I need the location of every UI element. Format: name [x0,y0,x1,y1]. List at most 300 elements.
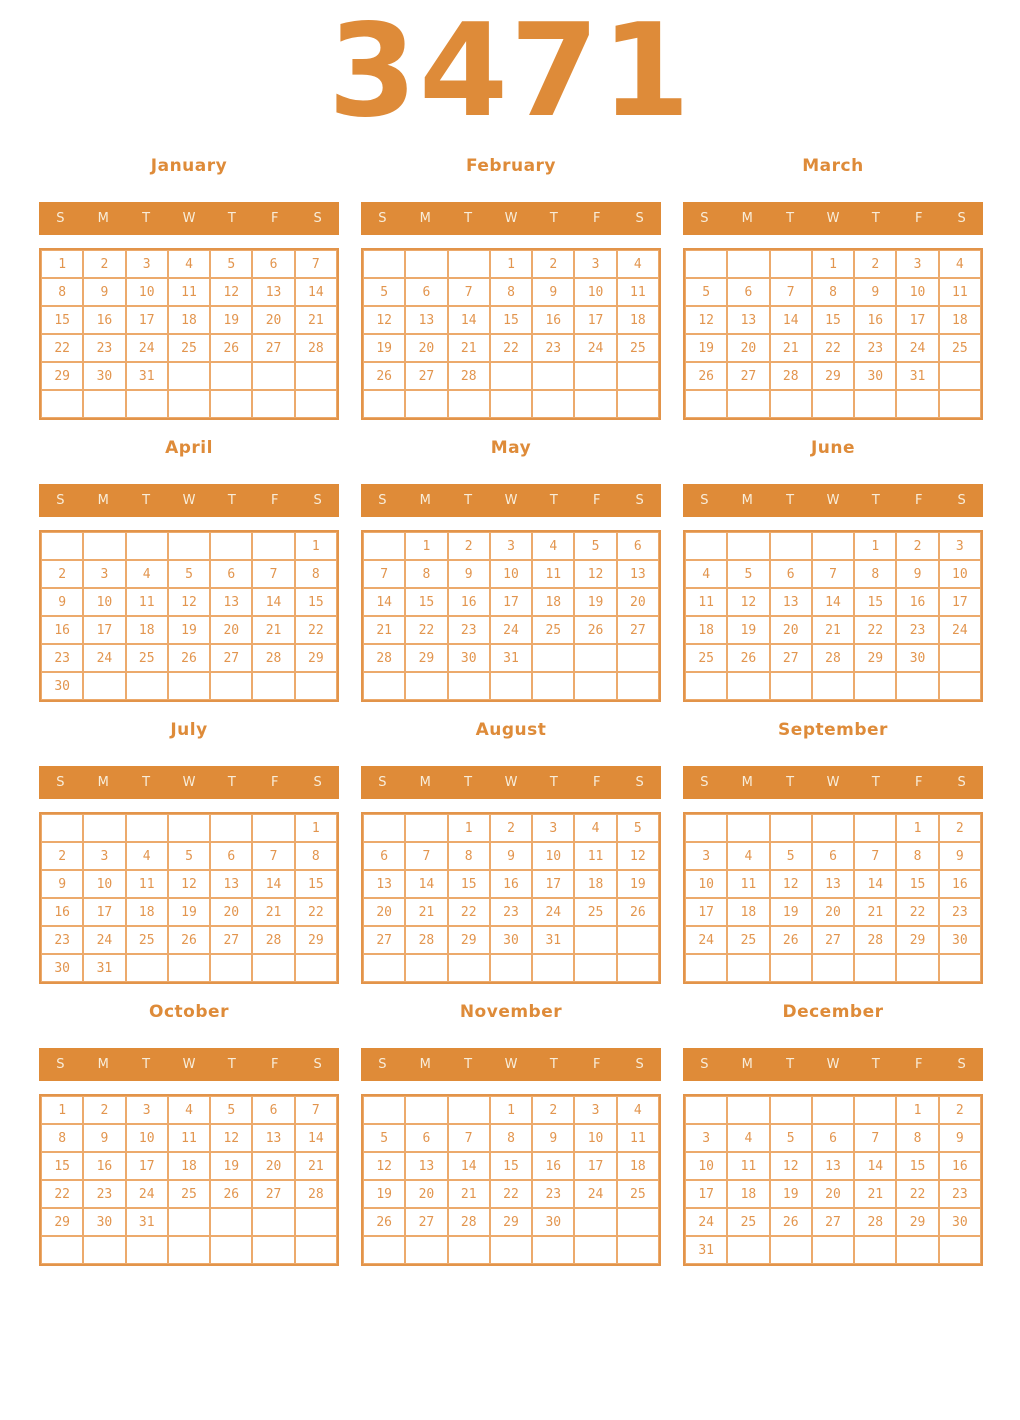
empty-cell [83,814,125,842]
weekday-label: S [635,775,644,790]
empty-cell [770,1236,812,1264]
date-cell-21: 21 [854,898,896,926]
date-cell-14: 14 [854,870,896,898]
empty-cell [168,1236,210,1264]
empty-cell [405,1096,447,1124]
date-cell-9: 9 [896,560,938,588]
date-cell-30: 30 [854,362,896,390]
empty-cell [83,390,125,418]
date-cell-24: 24 [685,1208,727,1236]
date-cell-26: 26 [168,926,210,954]
empty-cell [896,954,938,982]
date-cell-27: 27 [617,616,659,644]
empty-cell [448,954,490,982]
date-cell-24: 24 [896,334,938,362]
date-cell-2: 2 [83,1096,125,1124]
date-cell-2: 2 [41,842,83,870]
date-cell-30: 30 [490,926,532,954]
date-cell-11: 11 [126,588,168,616]
weekday-label: F [914,211,923,226]
weekday-label: W [504,493,518,508]
date-cell-21: 21 [405,898,447,926]
weekday-label: S [313,493,322,508]
date-cell-2: 2 [854,250,896,278]
date-cell-29: 29 [41,362,83,390]
empty-cell [448,250,490,278]
date-cell-1: 1 [896,1096,938,1124]
date-cell-1: 1 [295,814,337,842]
weekday-label: M [419,775,431,790]
empty-cell [490,672,532,700]
month-title-december: December [782,1002,884,1022]
empty-cell [685,1096,727,1124]
date-cell-22: 22 [812,334,854,362]
date-cell-21: 21 [295,306,337,334]
date-cell-12: 12 [770,870,812,898]
date-cell-4: 4 [126,560,168,588]
weekday-label: T [871,1057,880,1072]
date-cell-21: 21 [448,334,490,362]
date-cell-2: 2 [939,814,981,842]
date-cell-18: 18 [168,1152,210,1180]
date-grid [361,1094,661,1266]
date-cell-10: 10 [490,560,532,588]
empty-cell [939,1236,981,1264]
date-cell-13: 13 [617,560,659,588]
date-cell-26: 26 [770,1208,812,1236]
weekday-label: S [700,493,709,508]
date-cell-23: 23 [532,334,574,362]
date-cell-17: 17 [83,898,125,926]
date-cell-14: 14 [295,278,337,306]
date-cell-23: 23 [41,926,83,954]
date-cell-7: 7 [448,1124,490,1152]
date-cell-4: 4 [126,842,168,870]
date-cell-29: 29 [896,1208,938,1236]
empty-cell [854,814,896,842]
empty-cell [490,954,532,982]
date-cell-25: 25 [168,1180,210,1208]
empty-cell [685,390,727,418]
date-cell-28: 28 [448,362,490,390]
date-cell-11: 11 [617,1124,659,1152]
date-cell-15: 15 [490,1152,532,1180]
date-cell-12: 12 [574,560,616,588]
date-cell-7: 7 [812,560,854,588]
empty-cell [685,532,727,560]
month-january [39,156,339,420]
date-cell-13: 13 [812,1152,854,1180]
date-cell-6: 6 [812,1124,854,1152]
empty-cell [727,250,769,278]
date-cell-20: 20 [405,334,447,362]
date-cell-16: 16 [939,870,981,898]
month-may [361,438,661,702]
date-cell-8: 8 [896,1124,938,1152]
empty-cell [83,532,125,560]
date-grid [361,530,661,702]
date-cell-1: 1 [41,250,83,278]
month-october [39,1002,339,1266]
date-cell-2: 2 [939,1096,981,1124]
date-cell-29: 29 [896,926,938,954]
date-cell-2: 2 [896,532,938,560]
date-cell-17: 17 [532,870,574,898]
empty-cell [617,954,659,982]
month-title-november: November [459,1002,563,1022]
weekday-label: T [549,1057,558,1072]
empty-cell [939,644,981,672]
month-title-june: June [810,438,856,458]
empty-cell [295,672,337,700]
month-title-july: July [170,720,208,740]
date-cell-18: 18 [574,870,616,898]
date-cell-13: 13 [363,870,405,898]
date-cell-8: 8 [405,560,447,588]
date-cell-7: 7 [295,250,337,278]
date-cell-16: 16 [854,306,896,334]
empty-cell [574,390,616,418]
empty-cell [939,362,981,390]
date-cell-9: 9 [83,1124,125,1152]
empty-cell [126,1236,168,1264]
date-cell-9: 9 [490,842,532,870]
empty-cell [168,672,210,700]
date-cell-30: 30 [83,1208,125,1236]
date-cell-4: 4 [685,560,727,588]
date-cell-1: 1 [490,250,532,278]
date-cell-23: 23 [448,616,490,644]
empty-cell [854,1096,896,1124]
empty-cell [168,532,210,560]
date-cell-24: 24 [83,644,125,672]
empty-cell [574,644,616,672]
weekday-label: T [464,775,473,790]
weekday-header [683,1048,983,1081]
date-cell-10: 10 [896,278,938,306]
weekday-label: W [504,775,518,790]
date-cell-23: 23 [83,1180,125,1208]
empty-cell [405,1236,447,1264]
date-cell-11: 11 [939,278,981,306]
date-cell-22: 22 [41,334,83,362]
date-cell-7: 7 [295,1096,337,1124]
empty-cell [210,1208,252,1236]
date-cell-18: 18 [126,898,168,926]
date-cell-29: 29 [812,362,854,390]
empty-cell [168,390,210,418]
date-cell-4: 4 [574,814,616,842]
date-cell-5: 5 [617,814,659,842]
empty-cell [295,1236,337,1264]
date-cell-25: 25 [126,644,168,672]
date-cell-25: 25 [727,1208,769,1236]
date-cell-14: 14 [448,306,490,334]
empty-cell [854,672,896,700]
date-cell-1: 1 [405,532,447,560]
weekday-label: F [592,775,601,790]
date-cell-23: 23 [532,1180,574,1208]
date-cell-30: 30 [41,672,83,700]
date-cell-15: 15 [854,588,896,616]
weekday-label: S [700,775,709,790]
date-cell-20: 20 [405,1180,447,1208]
date-cell-20: 20 [210,616,252,644]
weekday-label: M [741,211,753,226]
date-cell-30: 30 [896,644,938,672]
empty-cell [41,814,83,842]
date-cell-12: 12 [770,1152,812,1180]
month-title-may: May [490,438,532,458]
date-cell-24: 24 [685,926,727,954]
date-cell-3: 3 [685,842,727,870]
date-cell-17: 17 [574,306,616,334]
date-cell-18: 18 [532,588,574,616]
empty-cell [210,390,252,418]
date-cell-19: 19 [727,616,769,644]
date-cell-15: 15 [295,870,337,898]
date-cell-12: 12 [363,306,405,334]
empty-cell [252,532,294,560]
date-cell-18: 18 [727,1180,769,1208]
weekday-label: S [313,1057,322,1072]
date-cell-10: 10 [939,560,981,588]
date-cell-24: 24 [532,898,574,926]
date-cell-23: 23 [896,616,938,644]
date-cell-25: 25 [126,926,168,954]
weekday-header [361,1048,661,1081]
weekday-header [683,202,983,235]
date-cell-5: 5 [363,278,405,306]
date-cell-21: 21 [770,334,812,362]
weekday-label: M [741,1057,753,1072]
date-cell-11: 11 [168,1124,210,1152]
empty-cell [727,672,769,700]
date-cell-5: 5 [770,1124,812,1152]
date-cell-8: 8 [490,278,532,306]
empty-cell [617,926,659,954]
weekday-header [683,484,983,517]
empty-cell [363,1096,405,1124]
date-cell-19: 19 [685,334,727,362]
empty-cell [210,672,252,700]
weekday-label: W [504,211,518,226]
empty-cell [405,390,447,418]
date-cell-22: 22 [490,334,532,362]
date-cell-10: 10 [574,1124,616,1152]
empty-cell [812,390,854,418]
date-cell-3: 3 [83,842,125,870]
date-cell-10: 10 [126,1124,168,1152]
empty-cell [168,814,210,842]
month-title-january: January [150,156,228,176]
date-cell-26: 26 [770,926,812,954]
date-cell-27: 27 [252,334,294,362]
date-cell-1: 1 [854,532,896,560]
date-cell-30: 30 [448,644,490,672]
date-cell-27: 27 [210,644,252,672]
empty-cell [363,250,405,278]
weekday-label: W [504,1057,518,1072]
weekday-label: S [378,211,387,226]
date-cell-26: 26 [574,616,616,644]
date-cell-2: 2 [532,250,574,278]
date-cell-9: 9 [532,278,574,306]
empty-cell [448,672,490,700]
date-cell-26: 26 [685,362,727,390]
date-cell-9: 9 [854,278,896,306]
date-cell-19: 19 [363,1180,405,1208]
date-cell-11: 11 [532,560,574,588]
date-cell-29: 29 [854,644,896,672]
date-cell-3: 3 [939,532,981,560]
weekday-label: W [182,1057,196,1072]
date-cell-16: 16 [83,306,125,334]
date-grid [683,530,983,702]
date-cell-21: 21 [295,1152,337,1180]
date-cell-13: 13 [252,278,294,306]
date-cell-4: 4 [617,1096,659,1124]
date-cell-11: 11 [727,1152,769,1180]
date-cell-25: 25 [685,644,727,672]
month-title-october: October [149,1002,229,1022]
date-cell-5: 5 [770,842,812,870]
weekday-label: M [741,493,753,508]
empty-cell [812,1236,854,1264]
date-cell-14: 14 [252,870,294,898]
date-cell-13: 13 [727,306,769,334]
date-cell-28: 28 [854,1208,896,1236]
date-cell-5: 5 [685,278,727,306]
empty-cell [727,954,769,982]
weekday-label: S [957,775,966,790]
empty-cell [812,1096,854,1124]
weekday-label: F [270,493,279,508]
empty-cell [812,814,854,842]
date-cell-16: 16 [896,588,938,616]
empty-cell [617,1236,659,1264]
date-cell-17: 17 [685,898,727,926]
empty-cell [812,532,854,560]
weekday-label: S [313,775,322,790]
date-cell-20: 20 [770,616,812,644]
date-cell-28: 28 [405,926,447,954]
weekday-label: W [182,493,196,508]
weekday-header [361,202,661,235]
month-february [361,156,661,420]
empty-cell [812,954,854,982]
date-cell-5: 5 [727,560,769,588]
date-cell-26: 26 [210,1180,252,1208]
date-cell-7: 7 [770,278,812,306]
date-cell-15: 15 [41,1152,83,1180]
month-september [683,720,983,984]
weekday-label: M [419,211,431,226]
weekday-label: F [592,1057,601,1072]
date-cell-9: 9 [532,1124,574,1152]
weekday-label: T [786,1057,795,1072]
date-cell-31: 31 [83,954,125,982]
weekday-label: S [700,211,709,226]
date-cell-1: 1 [295,532,337,560]
weekday-label: T [871,211,880,226]
date-cell-8: 8 [812,278,854,306]
date-cell-22: 22 [405,616,447,644]
date-cell-2: 2 [490,814,532,842]
date-cell-19: 19 [770,898,812,926]
empty-cell [532,644,574,672]
weekday-label: S [957,211,966,226]
date-cell-23: 23 [939,1180,981,1208]
empty-cell [210,532,252,560]
date-cell-22: 22 [41,1180,83,1208]
date-cell-1: 1 [896,814,938,842]
weekday-label: S [378,775,387,790]
date-cell-4: 4 [727,842,769,870]
date-grid [683,812,983,984]
empty-cell [210,954,252,982]
weekday-label: M [97,493,109,508]
date-cell-18: 18 [939,306,981,334]
date-cell-9: 9 [41,870,83,898]
date-cell-25: 25 [617,334,659,362]
date-cell-10: 10 [126,278,168,306]
date-cell-23: 23 [490,898,532,926]
month-november [361,1002,661,1266]
empty-cell [405,814,447,842]
month-august [361,720,661,984]
date-cell-18: 18 [727,898,769,926]
date-cell-6: 6 [405,1124,447,1152]
date-cell-8: 8 [896,842,938,870]
empty-cell [939,954,981,982]
date-cell-1: 1 [490,1096,532,1124]
empty-cell [854,954,896,982]
date-cell-8: 8 [854,560,896,588]
date-cell-26: 26 [727,644,769,672]
weekday-label: S [635,1057,644,1072]
weekday-label: T [549,493,558,508]
date-cell-20: 20 [727,334,769,362]
date-cell-28: 28 [363,644,405,672]
date-grid [683,248,983,420]
date-cell-2: 2 [448,532,490,560]
date-cell-8: 8 [490,1124,532,1152]
date-cell-14: 14 [448,1152,490,1180]
empty-cell [405,250,447,278]
date-cell-3: 3 [126,250,168,278]
date-cell-19: 19 [210,1152,252,1180]
empty-cell [448,1096,490,1124]
date-cell-29: 29 [295,644,337,672]
date-cell-2: 2 [532,1096,574,1124]
empty-cell [812,672,854,700]
empty-cell [252,390,294,418]
date-cell-3: 3 [896,250,938,278]
month-title-august: August [475,720,547,740]
date-cell-9: 9 [939,842,981,870]
empty-cell [252,362,294,390]
date-cell-7: 7 [252,842,294,870]
weekday-label: S [56,211,65,226]
date-cell-25: 25 [939,334,981,362]
date-cell-11: 11 [168,278,210,306]
date-cell-12: 12 [210,1124,252,1152]
date-cell-16: 16 [41,898,83,926]
empty-cell [252,1208,294,1236]
date-cell-20: 20 [617,588,659,616]
weekday-label: M [97,1057,109,1072]
